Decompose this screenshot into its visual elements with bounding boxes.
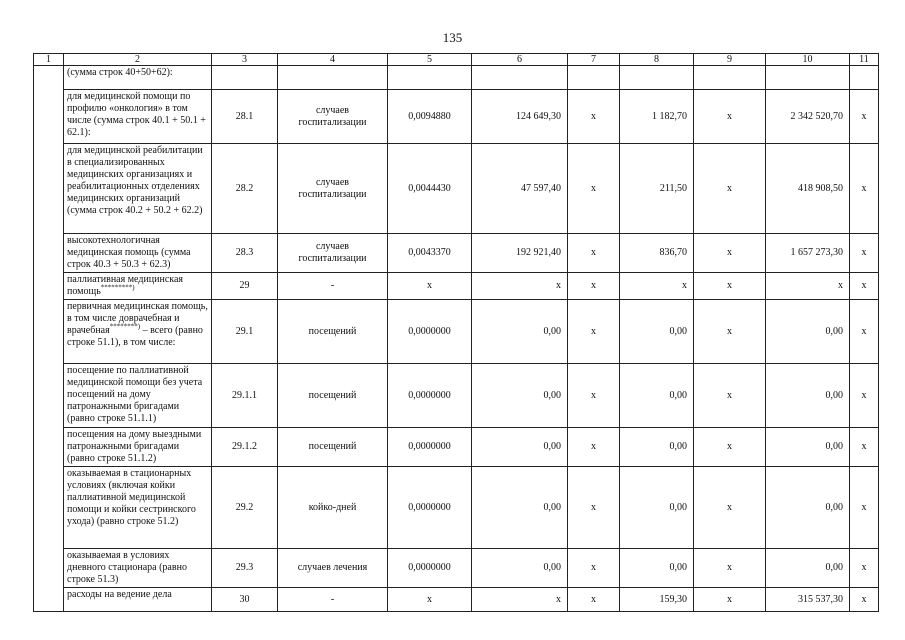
row-name: для медицинской помощи по профилю «онкология» в том числе (сумма строк 40.1 + 50.1 + 62.1): bbox=[64, 90, 212, 144]
cell-c7: х bbox=[568, 467, 620, 549]
cell-unit: случаев госпитализации bbox=[278, 144, 388, 234]
cell-unit: - bbox=[278, 588, 388, 612]
cell-c8: х bbox=[620, 273, 694, 300]
cell-c7: х bbox=[568, 428, 620, 467]
cell-code: 29.3 bbox=[212, 549, 278, 588]
col-header: 6 bbox=[472, 54, 568, 66]
cell-c6: 0,00 bbox=[472, 428, 568, 467]
cell-c8: 0,00 bbox=[620, 549, 694, 588]
cell-c8 bbox=[620, 66, 694, 90]
col-header: 8 bbox=[620, 54, 694, 66]
cell-c10: 0,00 bbox=[766, 428, 850, 467]
table-row bbox=[34, 467, 879, 549]
cell-c8: 1 182,70 bbox=[620, 90, 694, 144]
table-row bbox=[34, 300, 879, 364]
cell-c5: 0,0000000 bbox=[388, 428, 472, 467]
row-name: для медицинской реабилитации в специализированных медицинских организациях и реабилитационных отделениях медицинских организаций (сумма строк 40.2 + 50.2 + 62.2) bbox=[64, 144, 212, 234]
cell-c9: х bbox=[694, 467, 766, 549]
cell-unit bbox=[278, 66, 388, 90]
cell-c5: х bbox=[388, 588, 472, 612]
table-row bbox=[34, 428, 879, 467]
cell-c11: х bbox=[850, 549, 879, 588]
row-name: расходы на ведение дела bbox=[64, 588, 212, 612]
cell-c10: 0,00 bbox=[766, 549, 850, 588]
col-header: 5 bbox=[388, 54, 472, 66]
cell-c9: х bbox=[694, 234, 766, 273]
cell-c8: 836,70 bbox=[620, 234, 694, 273]
table-row bbox=[34, 90, 879, 144]
cell-unit: койко-дней bbox=[278, 467, 388, 549]
cell-code: 28.3 bbox=[212, 234, 278, 273]
cell-c5: 0,0000000 bbox=[388, 467, 472, 549]
page-number: 135 bbox=[442, 30, 463, 45]
table-row bbox=[34, 588, 879, 612]
col-header: 9 bbox=[694, 54, 766, 66]
table-row bbox=[34, 273, 879, 300]
cell-c5 bbox=[388, 66, 472, 90]
cell-code bbox=[212, 66, 278, 90]
cell-c8: 211,50 bbox=[620, 144, 694, 234]
table-row bbox=[34, 66, 879, 90]
col-header: 2 bbox=[64, 54, 212, 66]
cell-c6: х bbox=[472, 588, 568, 612]
cell-c6: 0,00 bbox=[472, 549, 568, 588]
cell-code: 28.1 bbox=[212, 90, 278, 144]
cell-c8: 0,00 bbox=[620, 364, 694, 428]
cell-c5: 0,0000000 bbox=[388, 549, 472, 588]
cell-c9: х bbox=[694, 428, 766, 467]
cell-c5: х bbox=[388, 273, 472, 300]
cell-c10: 1 657 273,30 bbox=[766, 234, 850, 273]
financing-table bbox=[33, 53, 879, 612]
cell-c11: х bbox=[850, 273, 879, 300]
cell-c5: 0,0000000 bbox=[388, 300, 472, 364]
row-name: посещение по паллиативной медицинской помощи без учета посещений на дому патронажными бригадами (равно строке 51.1.1) bbox=[64, 364, 212, 428]
cell-c7: х bbox=[568, 144, 620, 234]
row-name: оказываемая в стационарных условиях (включая койки паллиативной медицинской помощи и койки сестринского ухода) (равно строке 51.2) bbox=[64, 467, 212, 549]
row-name: первичная медицинская помощь, в том числе доврачебная и врачебная********) – всего (равно строке 51.1), в том числе: bbox=[64, 300, 212, 364]
cell-c7: х bbox=[568, 273, 620, 300]
cell-c10: 2 342 520,70 bbox=[766, 90, 850, 144]
cell-c10 bbox=[766, 66, 850, 90]
row-name: паллиативная медицинская помощь*********) bbox=[64, 273, 212, 300]
cell-unit: посещений bbox=[278, 300, 388, 364]
cell-c10: 0,00 bbox=[766, 467, 850, 549]
cell-c8: 0,00 bbox=[620, 467, 694, 549]
cell-c6: 124 649,30 bbox=[472, 90, 568, 144]
cell-c10: 0,00 bbox=[766, 364, 850, 428]
cell-c7: х bbox=[568, 588, 620, 612]
table-row bbox=[34, 364, 879, 428]
col-header: 7 bbox=[568, 54, 620, 66]
col-header: 3 bbox=[212, 54, 278, 66]
cell-unit: посещений bbox=[278, 428, 388, 467]
cell-c7: х bbox=[568, 300, 620, 364]
column-numbers-row bbox=[34, 54, 879, 66]
cell-c7: х bbox=[568, 90, 620, 144]
cell-c5: 0,0044430 bbox=[388, 144, 472, 234]
col-header: 1 bbox=[34, 54, 64, 66]
cell-c6 bbox=[472, 66, 568, 90]
cell-c9: х bbox=[694, 90, 766, 144]
cell-c11 bbox=[850, 66, 879, 90]
cell-code: 28.2 bbox=[212, 144, 278, 234]
cell-c5: 0,0000000 bbox=[388, 364, 472, 428]
cell-unit: - bbox=[278, 273, 388, 300]
cell-c9 bbox=[694, 66, 766, 90]
cell-c9: х bbox=[694, 300, 766, 364]
cell-c6: 0,00 bbox=[472, 364, 568, 428]
cell-c9: х bbox=[694, 273, 766, 300]
col-header: 4 bbox=[278, 54, 388, 66]
cell-c9: х bbox=[694, 364, 766, 428]
table-row bbox=[34, 234, 879, 273]
cell-code: 29 bbox=[212, 273, 278, 300]
cell-c11: х bbox=[850, 364, 879, 428]
cell-c8: 0,00 bbox=[620, 300, 694, 364]
row-name: оказываемая в условиях дневного стационара (равно строке 51.3) bbox=[64, 549, 212, 588]
cell-c6: 0,00 bbox=[472, 300, 568, 364]
cell-c7: х bbox=[568, 364, 620, 428]
row-name: высокотехнологичная медицинская помощь (сумма строк 40.3 + 50.3 + 62.3) bbox=[64, 234, 212, 273]
cell-c11: х bbox=[850, 467, 879, 549]
cell-c9: х bbox=[694, 588, 766, 612]
cell-unit: случаев госпитализации bbox=[278, 234, 388, 273]
row-name: посещения на дому выездными патронажными бригадами (равно строке 51.1.2) bbox=[64, 428, 212, 467]
cell-code: 30 bbox=[212, 588, 278, 612]
cell-c11: х bbox=[850, 300, 879, 364]
cell-c11: х bbox=[850, 90, 879, 144]
row-name: (сумма строк 40+50+62): bbox=[64, 66, 212, 90]
table-row bbox=[34, 144, 879, 234]
cell-c10: 0,00 bbox=[766, 300, 850, 364]
cell-c11: х bbox=[850, 588, 879, 612]
cell-c11: х bbox=[850, 234, 879, 273]
cell-unit: случаев лечения bbox=[278, 549, 388, 588]
cell-code: 29.2 bbox=[212, 467, 278, 549]
cell-c6: х bbox=[472, 273, 568, 300]
cell-c11: х bbox=[850, 144, 879, 234]
col-header: 11 bbox=[850, 54, 879, 66]
cell-c7 bbox=[568, 66, 620, 90]
cell-c6: 47 597,40 bbox=[472, 144, 568, 234]
cell-c10: 418 908,50 bbox=[766, 144, 850, 234]
cell-c6: 192 921,40 bbox=[472, 234, 568, 273]
cell-c9: х bbox=[694, 144, 766, 234]
cell-c9: х bbox=[694, 549, 766, 588]
cell-c6: 0,00 bbox=[472, 467, 568, 549]
col-header: 10 bbox=[766, 54, 850, 66]
cell-c11: х bbox=[850, 428, 879, 467]
table-row bbox=[34, 549, 879, 588]
col1-merged-cell bbox=[34, 66, 64, 612]
cell-c7: х bbox=[568, 549, 620, 588]
cell-c10: х bbox=[766, 273, 850, 300]
cell-code: 29.1.1 bbox=[212, 364, 278, 428]
cell-c10: 315 537,30 bbox=[766, 588, 850, 612]
cell-c5: 0,0043370 bbox=[388, 234, 472, 273]
cell-unit: посещений bbox=[278, 364, 388, 428]
cell-c8: 0,00 bbox=[620, 428, 694, 467]
cell-c7: х bbox=[568, 234, 620, 273]
cell-code: 29.1 bbox=[212, 300, 278, 364]
cell-c5: 0,0094880 bbox=[388, 90, 472, 144]
cell-code: 29.1.2 bbox=[212, 428, 278, 467]
cell-c8: 159,30 bbox=[620, 588, 694, 612]
cell-unit: случаев госпитализации bbox=[278, 90, 388, 144]
